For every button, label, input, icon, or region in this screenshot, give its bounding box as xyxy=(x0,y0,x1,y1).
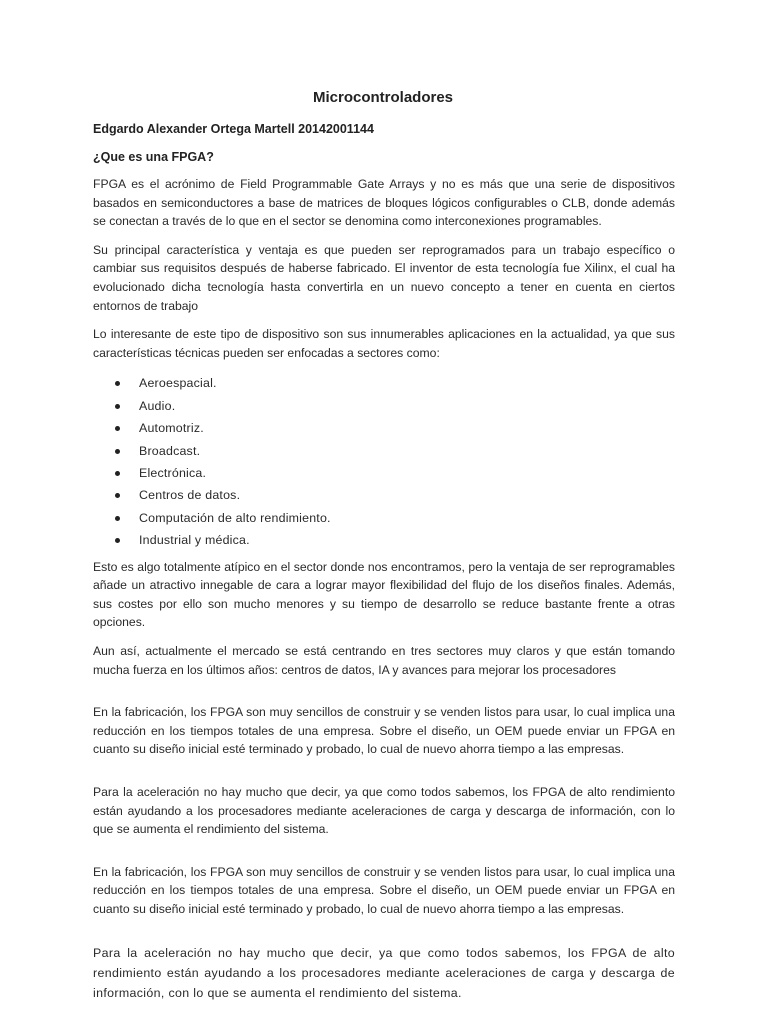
list-item-label: Centros de datos. xyxy=(139,488,241,503)
list-item-label: Automotriz. xyxy=(139,421,204,436)
bullet-icon xyxy=(115,493,120,498)
document-body xyxy=(93,88,675,1013)
list-item-label: Industrial y médica. xyxy=(139,533,250,548)
section-heading: ¿Que es una FPGA? xyxy=(93,150,214,164)
bullet-icon xyxy=(115,426,120,431)
bullet-icon xyxy=(115,404,120,409)
paragraph: FPGA es el acrónimo de Field Programmable Gate Arrays y no es más que una serie de dispositivos basados en semiconductores a base de matrices de bloques lógicos configurables o CLB, donde además se conectan a través de lo que en el sector se denomina como interconexiones programables. xyxy=(93,177,675,229)
list-item xyxy=(93,484,675,506)
document-title: Microcontroladores xyxy=(312,89,454,106)
paragraph: Para la aceleración no hay mucho que decir, ya que como todos sabemos, los FPGA de alto rendimiento están ayudando a los procesadores mediante aceleraciones de carga y descarga de información, con lo que se aumenta el rendimiento del sistema. xyxy=(93,945,675,1000)
bullet-icon xyxy=(115,471,120,476)
list-item-label: Broadcast. xyxy=(139,443,201,458)
list-item-label: Computación de alto rendimiento. xyxy=(139,510,331,525)
paragraph: En la fabricación, los FPGA son muy sencillos de construir y se venden listos para usar, lo cual implica una reducción en los tiempos totales de una empresa. Sobre el diseño, un OEM puede enviar un FPGA en cuanto su diseño inicial esté terminado y probado, lo cual de nuevo ahorra tiempo a las empresas. xyxy=(93,864,675,916)
bullet-icon xyxy=(115,381,120,386)
list-item xyxy=(93,395,675,417)
sector-list xyxy=(93,372,675,551)
list-item xyxy=(93,462,675,484)
bullet-icon xyxy=(115,538,120,543)
author-line: Edgardo Alexander Ortega Martell 20142001144 xyxy=(93,122,374,136)
list-item xyxy=(93,417,675,439)
paragraph: Esto es algo totalmente atípico en el sector donde nos encontramos, pero la ventaja de ser reprogramables añade un atractivo innegable de cara a lograr mayor flexibilidad del flujo de los diseños finales. Además, sus costes por ello son mucho menores y su tiempo de desarrollo se reduce bastante frente a otras opciones. xyxy=(93,559,675,630)
list-item-label: Audio. xyxy=(139,398,176,413)
list-item xyxy=(93,507,675,529)
list-item xyxy=(93,529,675,551)
paragraph: Aun así, actualmente el mercado se está centrando en tres sectores muy claros y que están tomando mucha fuerza en los últimos años: centros de datos, IA y avances para mejorar los procesadores xyxy=(93,643,675,677)
bullet-icon xyxy=(115,516,120,521)
list-item xyxy=(93,440,675,462)
list-item-label: Aeroespacial. xyxy=(139,376,217,391)
list-item xyxy=(93,372,675,394)
paragraph: Su principal característica y ventaja es que pueden ser reprogramados para un trabajo específico o cambiar sus requisitos después de haberse fabricado. El inventor de esta tecnología fue Xilinx, el cual ha evolucionado dicha tecnología hasta convertirla en un nuevo concepto a tener en cuenta en ciertos entornos de trabajo xyxy=(93,242,675,313)
list-item-label: Electrónica. xyxy=(139,465,207,480)
paragraph: Para la aceleración no hay mucho que decir, ya que como todos sabemos, los FPGA de alto rendimiento están ayudando a los procesadores mediante aceleraciones de carga y descarga de información, con lo que se aumenta el rendimiento del sistema. xyxy=(93,784,675,837)
bullet-icon xyxy=(115,449,120,454)
paragraph: Lo interesante de este tipo de dispositivo son sus innumerables aplicaciones en la actualidad, ya que sus características técnicas pueden ser enfocadas a sectores como: xyxy=(93,327,675,360)
paragraph: En la fabricación, los FPGA son muy sencillos de construir y se venden listos para usar, lo cual implica una reducción en los tiempos totales de una empresa. Sobre el diseño, un OEM puede enviar un FPGA en cuanto su diseño inicial esté terminado y probado, lo cual de nuevo ahorra tiempo a las empresas. xyxy=(93,705,675,757)
